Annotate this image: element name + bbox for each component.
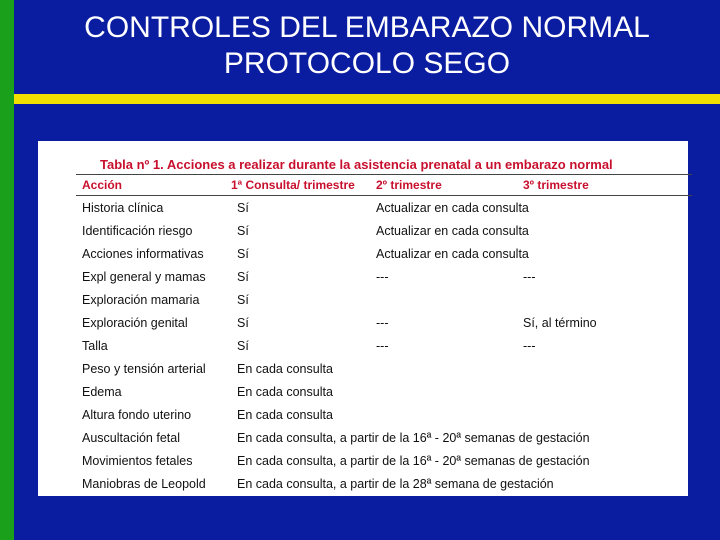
row-9-action: Edema (82, 385, 122, 399)
row-2-first: Sí (237, 224, 249, 238)
row-6-action: Exploración genital (82, 316, 188, 330)
row-12-first: En cada consulta, a partir de la 16ª - 20ª semanas de gestación (237, 454, 590, 468)
row-7-second: --- (376, 339, 389, 353)
slide-title-line-2: PROTOCOLO SEGO (223, 47, 511, 80)
row-7-first: Sí (237, 339, 249, 353)
table-title: Tabla nº 1. Acciones a realizar durante la asistencia prenatal a un embarazo normal (100, 157, 613, 172)
row-4-third: --- (523, 270, 536, 284)
row-10-action: Altura fondo uterino (82, 408, 192, 422)
row-3-second: Actualizar en cada consulta (376, 247, 529, 261)
row-5-action: Exploración mamaria (82, 293, 200, 307)
row-6-first: Sí (237, 316, 249, 330)
row-6-second: --- (376, 316, 389, 330)
row-4-action: Expl general y mamas (82, 270, 206, 284)
row-4-first: Sí (237, 270, 249, 284)
row-3-action: Acciones informativas (82, 247, 204, 261)
column-header-second-trimester: 2º trimestre (376, 178, 442, 192)
table-header-rule (76, 195, 692, 196)
row-11-action: Auscultación fetal (82, 431, 180, 445)
row-2-action: Identificación riesgo (82, 224, 193, 238)
table-top-rule (76, 174, 692, 175)
row-4-second: --- (376, 270, 389, 284)
row-11-first: En cada consulta, a partir de la 16ª - 20ª semanas de gestación (237, 431, 590, 445)
row-1-first: Sí (237, 201, 249, 215)
column-header-third-trimester: 3º trimestre (523, 178, 589, 192)
slide-title (14, 10, 720, 82)
row-12-action: Movimientos fetales (82, 454, 193, 468)
row-2-second: Actualizar en cada consulta (376, 224, 529, 238)
row-8-action: Peso y tensión arterial (82, 362, 206, 376)
left-accent-bar (0, 0, 14, 540)
slide-title-line-1: CONTROLES DEL EMBARAZO NORMAL (84, 11, 650, 44)
row-1-second: Actualizar en cada consulta (376, 201, 529, 215)
row-9-first: En cada consulta (237, 385, 333, 399)
row-7-third: --- (523, 339, 536, 353)
row-1-action: Historia clínica (82, 201, 164, 215)
row-13-action: Maniobras de Leopold (82, 477, 206, 491)
row-3-first: Sí (237, 247, 249, 261)
column-header-first-visit: 1ª Consulta/ trimestre (231, 178, 355, 192)
table-panel (38, 141, 688, 496)
row-8-first: En cada consulta (237, 362, 333, 376)
row-10-first: En cada consulta (237, 408, 333, 422)
row-6-third: Sí, al término (523, 316, 597, 330)
row-7-action: Talla (82, 339, 108, 353)
row-5-first: Sí (237, 293, 249, 307)
title-divider (14, 94, 720, 104)
row-13-first: En cada consulta, a partir de la 28ª semana de gestación (237, 477, 554, 491)
column-header-action: Acción (82, 178, 123, 192)
